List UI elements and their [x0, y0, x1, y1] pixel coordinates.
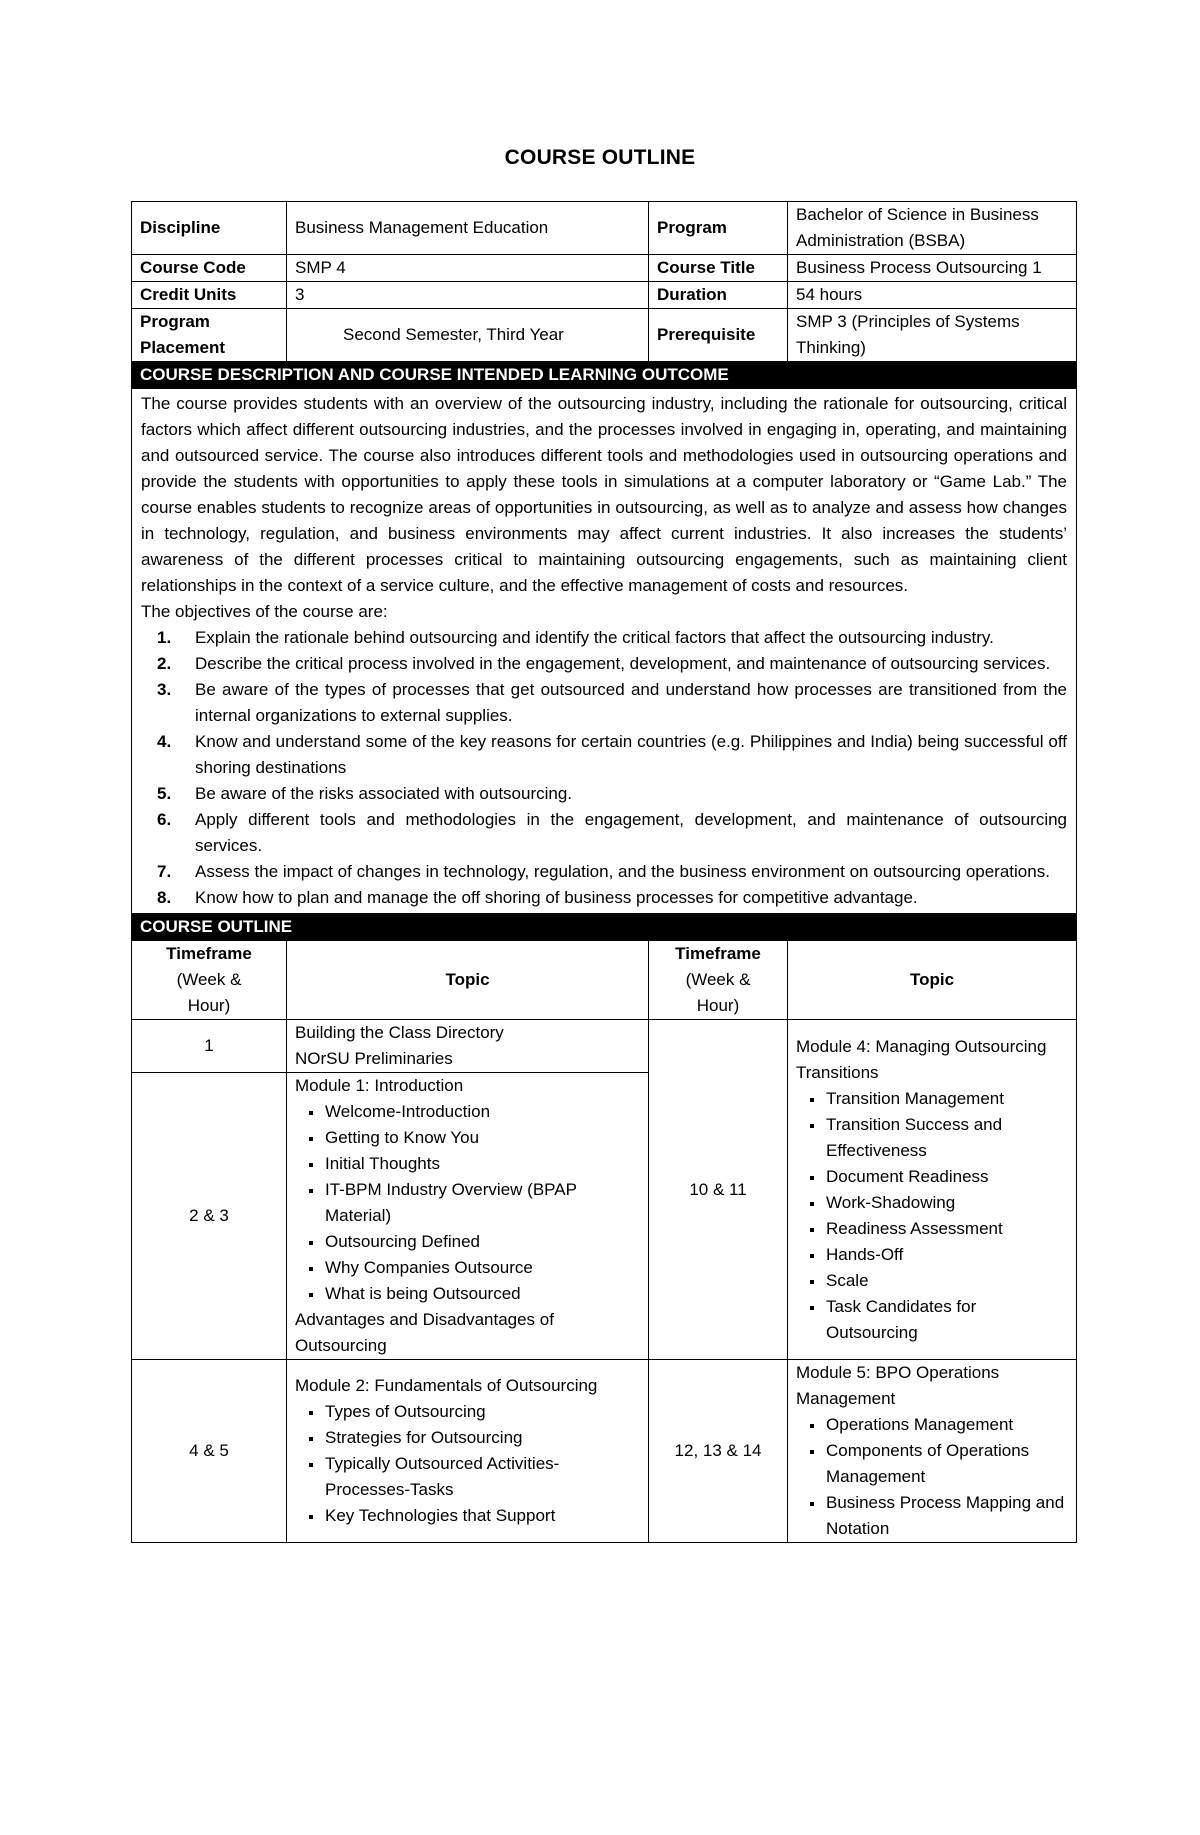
objective-number: 3. [157, 680, 172, 699]
objectives-list [141, 625, 1067, 911]
discipline-label: Discipline [132, 202, 287, 255]
topic-line: Building the Class Directory [295, 1023, 504, 1042]
course-code-label: Course Code [132, 255, 287, 282]
objective-number: 4. [157, 732, 172, 751]
program-label: Program [649, 202, 788, 255]
info-row-credit-units [132, 282, 1077, 309]
objective-text: Know and understand some of the key reasons for certain countries (e.g. Philippines and India) being successful off shoring destinations [195, 732, 1068, 777]
timeframe-cell: 1 [132, 1020, 287, 1073]
topic-bullet: Readiness Assessment [826, 1216, 1068, 1242]
credit-units-value: 3 [287, 282, 649, 309]
program-value: Bachelor of Science in Business Administration (BSBA) [788, 202, 1077, 255]
topic-line: Module 1: Introduction [295, 1076, 464, 1095]
topic-header-right: Topic [788, 941, 1077, 1020]
duration-value: 54 hours [788, 282, 1077, 309]
info-row-discipline [132, 202, 1077, 255]
topic-line: Advantages and Disadvantages of Outsourcing [295, 1310, 554, 1355]
topic-bullet: Initial Thoughts [325, 1151, 640, 1177]
discipline-value: Business Management Education [287, 202, 649, 255]
topic-bullet: What is being Outsourced [325, 1281, 640, 1307]
topic-line: Module 5: BPO Operations Management [796, 1363, 1000, 1408]
topic-line: Module 2: Fundamentals of Outsourcing [295, 1376, 598, 1395]
timeframe-header-sub: (Week & Hour) [685, 970, 751, 1015]
placement-label: Program Placement [132, 309, 287, 362]
topic-cell [788, 1360, 1077, 1543]
objective-text: Explain the rationale behind outsourcing and identify the critical factors that affect the outsourcing industry. [195, 628, 994, 647]
course-title-value: Business Process Outsourcing 1 [788, 255, 1077, 282]
objective-item [141, 885, 1067, 911]
objective-text: Apply different tools and methodologies in the engagement, development, and maintenance of outsourcing services. [195, 810, 1068, 855]
topic-bullet: Work-Shadowing [826, 1190, 1068, 1216]
timeframe-cell: 10 & 11 [649, 1020, 788, 1360]
objective-item [141, 807, 1067, 859]
topic-bullet: Getting to Know You [325, 1125, 640, 1151]
timeframe-cell: 4 & 5 [132, 1360, 287, 1543]
description-cell [132, 389, 1077, 914]
placement-text: Second Semester, Third Year [343, 325, 564, 344]
objective-text: Assess the impact of changes in technology, regulation, and the business environment on outsourcing operations. [195, 862, 1050, 881]
topic-cell [287, 1360, 649, 1543]
prerequisite-value: SMP 3 (Principles of Systems Thinking) [788, 309, 1077, 362]
topic-line: NOrSU Preliminaries [295, 1049, 453, 1068]
topic-bullets [295, 1099, 640, 1307]
topic-bullet: Transition Management [826, 1086, 1068, 1112]
topic-header-left: Topic [287, 941, 649, 1020]
topic-bullet: Key Technologies that Support [325, 1503, 640, 1529]
prerequisite-label: Prerequisite [649, 309, 788, 362]
objective-item [141, 677, 1067, 729]
objective-text: Know how to plan and manage the off shoring of business processes for competitive advantage. [195, 888, 918, 907]
topic-bullet: Types of Outsourcing [325, 1399, 640, 1425]
credit-units-label: Credit Units [132, 282, 287, 309]
topic-bullets [295, 1399, 640, 1529]
objective-text: Describe the critical process involved in the engagement, development, and maintenance of outsourcing services. [195, 654, 1051, 673]
description-row [132, 389, 1077, 914]
timeframe-header-right [649, 941, 788, 1020]
description-header-row [132, 362, 1077, 389]
topic-cell [287, 1020, 649, 1073]
objective-item [141, 729, 1067, 781]
topic-bullet: Strategies for Outsourcing [325, 1425, 640, 1451]
topic-bullet: Business Process Mapping and Notation [826, 1490, 1068, 1542]
objective-number: 8. [157, 888, 172, 907]
topic-cell [287, 1073, 649, 1360]
objective-item [141, 781, 1067, 807]
description-paragraph: The course provides students with an overview of the outsourcing industry, including the rationale for outsourcing, critical factors which affect different outsourcing industries, and the processes involved in engaging in, operating, and maintaining and outsourced service. The course also introduces different tools and methodologies used in outsourcing operations and provide the students with opportunities to apply these tools in simulations at a computer laboratory or “Game Lab.” The course enables students to recognize areas of opportunities in outsourcing, as well as to analyze and assess how changes in technology, regulation, and business environments may affect current industries. It also increases the students’ awareness of the different processes critical to maintaining outsourcing engagements, such as maintaining client relationships in the context of a service culture, and the effective management of costs and resources. [141, 394, 1068, 595]
topic-bullet: Task Candidates for Outsourcing [826, 1294, 1068, 1346]
info-row-placement [132, 309, 1077, 362]
info-row-course-code [132, 255, 1077, 282]
outline-header-row [132, 914, 1077, 941]
course-code-value: SMP 4 [287, 255, 649, 282]
objectives-intro: The objectives of the course are: [141, 602, 388, 621]
topic-bullet: Outsourcing Defined [325, 1229, 640, 1255]
topic-bullet: Components of Operations Management [826, 1438, 1068, 1490]
description-header: COURSE DESCRIPTION AND COURSE INTENDED LEARNING OUTCOME [132, 362, 1077, 389]
page-title: COURSE OUTLINE [504, 146, 696, 169]
objective-item [141, 651, 1067, 677]
course-outline-table [131, 201, 1077, 1543]
timeframe-header-left [132, 941, 287, 1020]
objective-text: Be aware of the types of processes that get outsourced and understand how processes are transitioned from the internal organizations to external supplies. [195, 680, 1068, 725]
timeframe-cell: 2 & 3 [132, 1073, 287, 1360]
objective-item [141, 625, 1067, 651]
objective-text: Be aware of the risks associated with outsourcing. [195, 784, 573, 803]
topic-cell [788, 1020, 1077, 1360]
timeframe-header-label: Timeframe [166, 944, 252, 963]
placement-value [287, 309, 649, 362]
objective-number: 2. [157, 654, 172, 673]
topic-bullet: Hands-Off [826, 1242, 1068, 1268]
objective-number: 6. [157, 810, 172, 829]
topic-bullet: Scale [826, 1268, 1068, 1294]
duration-label: Duration [649, 282, 788, 309]
topic-bullets [796, 1412, 1068, 1542]
objective-number: 5. [157, 784, 172, 803]
topic-line: Module 4: Managing Outsourcing Transitions [796, 1036, 1047, 1082]
outline-column-header-row [132, 941, 1077, 1020]
outline-row-3 [132, 1360, 1077, 1543]
objective-number: 1. [157, 628, 172, 647]
objective-item [141, 859, 1067, 885]
topic-bullet: Why Companies Outsource [325, 1255, 640, 1281]
topic-bullet: Document Readiness [826, 1164, 1068, 1190]
timeframe-cell: 12, 13 & 14 [649, 1360, 788, 1543]
topic-bullet: Welcome-Introduction [325, 1099, 640, 1125]
topic-bullet: Operations Management [826, 1412, 1068, 1438]
topic-bullet: IT-BPM Industry Overview (BPAP Material) [325, 1177, 640, 1229]
outline-header: COURSE OUTLINE [132, 914, 1077, 941]
topic-bullet: Transition Success and Effectiveness [826, 1112, 1068, 1164]
objective-number: 7. [157, 862, 172, 881]
topic-bullet: Typically Outsourced Activities-Processes-Tasks [325, 1451, 640, 1503]
timeframe-header-label: Timeframe [675, 944, 761, 963]
outline-row-1 [132, 1020, 1077, 1073]
timeframe-header-sub: (Week & Hour) [176, 970, 242, 1015]
course-title-label: Course Title [649, 255, 788, 282]
topic-bullets [796, 1086, 1068, 1346]
